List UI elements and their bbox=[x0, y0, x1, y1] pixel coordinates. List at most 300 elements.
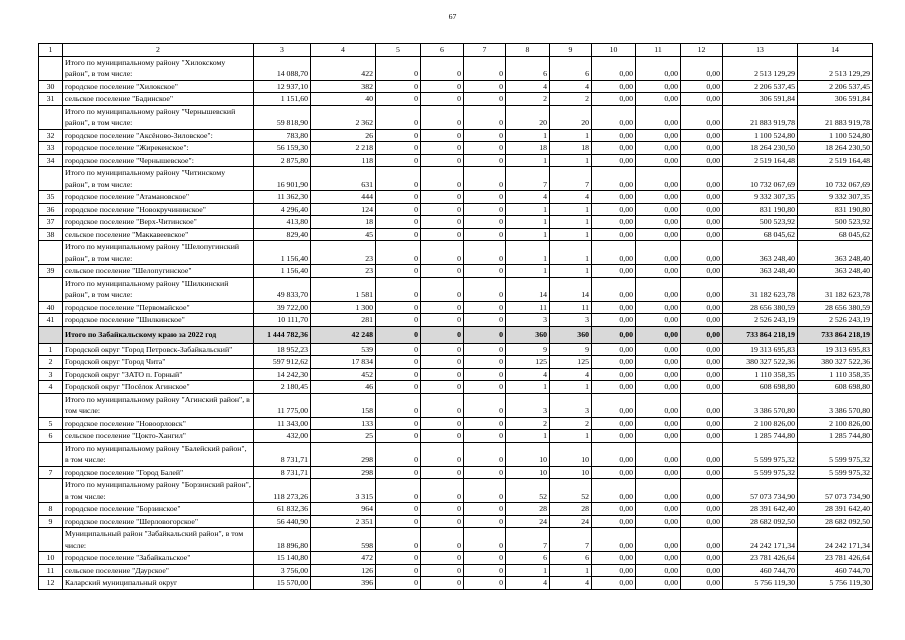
value-cell-col-11: 0,00 bbox=[636, 167, 681, 191]
value-cell-col-6: 0 bbox=[421, 479, 464, 503]
value-cell-col-7: 0 bbox=[464, 368, 506, 381]
value-cell-col-4: 598 bbox=[311, 528, 376, 552]
name-cell: Итого по муниципальному району "Читинскому район", в том числе: bbox=[63, 167, 254, 191]
value-cell-col-7: 0 bbox=[464, 56, 506, 80]
value-cell-col-14: 363 248,40 bbox=[798, 265, 873, 278]
value-cell-col-14: 1 100 524,80 bbox=[798, 129, 873, 142]
value-cell-col-14: 363 248,40 bbox=[798, 241, 873, 265]
value-cell-col-10: 0,00 bbox=[592, 56, 636, 80]
value-cell-col-10: 0,00 bbox=[592, 528, 636, 552]
value-cell-col-12: 0,00 bbox=[681, 80, 723, 93]
value-cell-col-3: 829,40 bbox=[254, 228, 311, 241]
value-cell-col-14: 306 591,84 bbox=[798, 93, 873, 106]
name-cell: Итого по муниципальному району "Борзинский район", в том числе: bbox=[63, 479, 254, 503]
value-cell-col-8: 10 bbox=[506, 442, 550, 466]
row-number-cell bbox=[39, 442, 63, 466]
value-cell-col-10: 0,00 bbox=[592, 80, 636, 93]
value-cell-col-10: 0,00 bbox=[592, 577, 636, 590]
table-row bbox=[39, 381, 873, 394]
value-cell-col-8: 1 bbox=[506, 129, 550, 142]
row-number-cell: 11 bbox=[39, 564, 63, 577]
table-row bbox=[39, 466, 873, 479]
table-row bbox=[39, 417, 873, 430]
value-cell-col-11: 0,00 bbox=[636, 154, 681, 167]
value-cell-col-12: 0,00 bbox=[681, 343, 723, 356]
value-cell-col-10: 0,00 bbox=[592, 154, 636, 167]
value-cell-col-7: 0 bbox=[464, 343, 506, 356]
value-cell-col-12: 0,00 bbox=[681, 228, 723, 241]
value-cell-col-9: 1 bbox=[550, 241, 592, 265]
row-number-cell bbox=[39, 326, 63, 343]
table-row bbox=[39, 442, 873, 466]
value-cell-col-11: 0,00 bbox=[636, 381, 681, 394]
value-cell-col-11: 0,00 bbox=[636, 577, 681, 590]
value-cell-col-10: 0,00 bbox=[592, 343, 636, 356]
value-cell-col-14: 3 386 570,80 bbox=[798, 393, 873, 417]
value-cell-col-5: 0 bbox=[376, 105, 421, 129]
value-cell-col-13: 31 182 623,78 bbox=[723, 277, 798, 301]
column-header: 4 bbox=[311, 44, 376, 57]
value-cell-col-9: 3 bbox=[550, 393, 592, 417]
value-cell-col-5: 0 bbox=[376, 368, 421, 381]
value-cell-col-3: 14 088,70 bbox=[254, 56, 311, 80]
value-cell-col-4: 45 bbox=[311, 228, 376, 241]
value-cell-col-3: 3 756,00 bbox=[254, 564, 311, 577]
value-cell-col-5: 0 bbox=[376, 241, 421, 265]
table-row bbox=[39, 167, 873, 191]
value-cell-col-8: 4 bbox=[506, 368, 550, 381]
value-cell-col-8: 4 bbox=[506, 577, 550, 590]
value-cell-col-13: 2 206 537,45 bbox=[723, 80, 798, 93]
value-cell-col-9: 7 bbox=[550, 528, 592, 552]
value-cell-col-6: 0 bbox=[421, 430, 464, 443]
value-cell-col-7: 0 bbox=[464, 277, 506, 301]
value-cell-col-13: 18 264 230,50 bbox=[723, 142, 798, 155]
value-cell-col-4: 42 248 bbox=[311, 326, 376, 343]
value-cell-col-7: 0 bbox=[464, 515, 506, 528]
table-row bbox=[39, 564, 873, 577]
table-row bbox=[39, 528, 873, 552]
value-cell-col-10: 0,00 bbox=[592, 503, 636, 516]
table-row bbox=[39, 216, 873, 229]
table-row bbox=[39, 515, 873, 528]
column-header: 9 bbox=[550, 44, 592, 57]
table-row bbox=[39, 80, 873, 93]
value-cell-col-10: 0,00 bbox=[592, 142, 636, 155]
value-cell-col-9: 1 bbox=[550, 381, 592, 394]
value-cell-col-11: 0,00 bbox=[636, 241, 681, 265]
value-cell-col-5: 0 bbox=[376, 56, 421, 80]
value-cell-col-14: 23 781 426,64 bbox=[798, 552, 873, 565]
value-cell-col-13: 831 190,80 bbox=[723, 203, 798, 216]
value-cell-col-5: 0 bbox=[376, 442, 421, 466]
value-cell-col-14: 500 523,92 bbox=[798, 216, 873, 229]
value-cell-col-3: 1 151,60 bbox=[254, 93, 311, 106]
value-cell-col-3: 2 875,80 bbox=[254, 154, 311, 167]
row-number-cell: 33 bbox=[39, 142, 63, 155]
value-cell-col-10: 0,00 bbox=[592, 564, 636, 577]
value-cell-col-6: 0 bbox=[421, 93, 464, 106]
column-header: 10 bbox=[592, 44, 636, 57]
column-header: 14 bbox=[798, 44, 873, 57]
row-number-cell bbox=[39, 105, 63, 129]
row-number-cell: 40 bbox=[39, 301, 63, 314]
value-cell-col-8: 10 bbox=[506, 466, 550, 479]
value-cell-col-14: 1 285 744,80 bbox=[798, 430, 873, 443]
value-cell-col-6: 0 bbox=[421, 265, 464, 278]
table-body bbox=[39, 56, 873, 589]
value-cell-col-12: 0,00 bbox=[681, 503, 723, 516]
value-cell-col-4: 444 bbox=[311, 191, 376, 204]
value-cell-col-8: 52 bbox=[506, 479, 550, 503]
value-cell-col-8: 24 bbox=[506, 515, 550, 528]
table-row bbox=[39, 228, 873, 241]
value-cell-col-3: 16 901,90 bbox=[254, 167, 311, 191]
column-header: 7 bbox=[464, 44, 506, 57]
row-number-cell: 38 bbox=[39, 228, 63, 241]
value-cell-col-7: 0 bbox=[464, 564, 506, 577]
value-cell-col-8: 1 bbox=[506, 265, 550, 278]
data-table bbox=[38, 43, 873, 590]
value-cell-col-8: 1 bbox=[506, 154, 550, 167]
value-cell-col-7: 0 bbox=[464, 381, 506, 394]
table-row bbox=[39, 154, 873, 167]
value-cell-col-11: 0,00 bbox=[636, 417, 681, 430]
value-cell-col-8: 4 bbox=[506, 80, 550, 93]
value-cell-col-7: 0 bbox=[464, 442, 506, 466]
name-cell: городское поселение "Новокручининское" bbox=[63, 203, 254, 216]
value-cell-col-4: 40 bbox=[311, 93, 376, 106]
row-number-cell: 7 bbox=[39, 466, 63, 479]
value-cell-col-8: 1 bbox=[506, 564, 550, 577]
value-cell-col-13: 23 781 426,64 bbox=[723, 552, 798, 565]
value-cell-col-12: 0,00 bbox=[681, 528, 723, 552]
value-cell-col-6: 0 bbox=[421, 368, 464, 381]
value-cell-col-5: 0 bbox=[376, 430, 421, 443]
value-cell-col-5: 0 bbox=[376, 577, 421, 590]
row-number-cell: 10 bbox=[39, 552, 63, 565]
value-cell-col-12: 0,00 bbox=[681, 105, 723, 129]
value-cell-col-9: 14 bbox=[550, 277, 592, 301]
value-cell-col-12: 0,00 bbox=[681, 442, 723, 466]
value-cell-col-14: 57 073 734,90 bbox=[798, 479, 873, 503]
value-cell-col-10: 0,00 bbox=[592, 368, 636, 381]
value-cell-col-9: 6 bbox=[550, 56, 592, 80]
value-cell-col-7: 0 bbox=[464, 228, 506, 241]
value-cell-col-9: 6 bbox=[550, 552, 592, 565]
name-cell: Городской округ "Город Чита" bbox=[63, 356, 254, 369]
value-cell-col-11: 0,00 bbox=[636, 564, 681, 577]
value-cell-col-5: 0 bbox=[376, 393, 421, 417]
value-cell-col-5: 0 bbox=[376, 356, 421, 369]
value-cell-col-8: 125 bbox=[506, 356, 550, 369]
value-cell-col-12: 0,00 bbox=[681, 326, 723, 343]
value-cell-col-5: 0 bbox=[376, 228, 421, 241]
value-cell-col-12: 0,00 bbox=[681, 56, 723, 80]
value-cell-col-10: 0,00 bbox=[592, 277, 636, 301]
value-cell-col-9: 9 bbox=[550, 343, 592, 356]
value-cell-col-6: 0 bbox=[421, 528, 464, 552]
value-cell-col-10: 0,00 bbox=[592, 393, 636, 417]
value-cell-col-10: 0,00 bbox=[592, 93, 636, 106]
value-cell-col-11: 0,00 bbox=[636, 56, 681, 80]
value-cell-col-8: 6 bbox=[506, 552, 550, 565]
value-cell-col-14: 2 206 537,45 bbox=[798, 80, 873, 93]
value-cell-col-12: 0,00 bbox=[681, 356, 723, 369]
value-cell-col-3: 12 937,10 bbox=[254, 80, 311, 93]
value-cell-col-14: 380 327 522,36 bbox=[798, 356, 873, 369]
value-cell-col-10: 0,00 bbox=[592, 241, 636, 265]
value-cell-col-13: 306 591,84 bbox=[723, 93, 798, 106]
value-cell-col-13: 2 513 129,29 bbox=[723, 56, 798, 80]
name-cell: городское поселение "Чернышевское": bbox=[63, 154, 254, 167]
value-cell-col-6: 0 bbox=[421, 417, 464, 430]
value-cell-col-5: 0 bbox=[376, 216, 421, 229]
value-cell-col-9: 10 bbox=[550, 442, 592, 466]
value-cell-col-7: 0 bbox=[464, 577, 506, 590]
value-cell-col-4: 382 bbox=[311, 80, 376, 93]
table-row bbox=[39, 191, 873, 204]
value-cell-col-4: 126 bbox=[311, 564, 376, 577]
name-cell: городское поселение "Жирекенское": bbox=[63, 142, 254, 155]
value-cell-col-8: 3 bbox=[506, 314, 550, 327]
value-cell-col-3: 8 731,71 bbox=[254, 466, 311, 479]
value-cell-col-12: 0,00 bbox=[681, 265, 723, 278]
value-cell-col-11: 0,00 bbox=[636, 277, 681, 301]
value-cell-col-6: 0 bbox=[421, 129, 464, 142]
value-cell-col-11: 0,00 bbox=[636, 326, 681, 343]
value-cell-col-5: 0 bbox=[376, 528, 421, 552]
row-number-cell: 34 bbox=[39, 154, 63, 167]
value-cell-col-4: 124 bbox=[311, 203, 376, 216]
row-number-cell bbox=[39, 528, 63, 552]
value-cell-col-9: 125 bbox=[550, 356, 592, 369]
value-cell-col-5: 0 bbox=[376, 564, 421, 577]
value-cell-col-4: 23 bbox=[311, 265, 376, 278]
value-cell-col-4: 539 bbox=[311, 343, 376, 356]
value-cell-col-14: 2 100 826,00 bbox=[798, 417, 873, 430]
name-cell: Итого по муниципальному району "Шилкинский район", в том числе: bbox=[63, 277, 254, 301]
value-cell-col-9: 1 bbox=[550, 265, 592, 278]
name-cell: городское поселение "Атамановское" bbox=[63, 191, 254, 204]
value-cell-col-4: 2 218 bbox=[311, 142, 376, 155]
table-row bbox=[39, 105, 873, 129]
value-cell-col-13: 28 656 380,59 bbox=[723, 301, 798, 314]
value-cell-col-9: 4 bbox=[550, 80, 592, 93]
value-cell-col-11: 0,00 bbox=[636, 301, 681, 314]
value-cell-col-3: 783,80 bbox=[254, 129, 311, 142]
value-cell-col-10: 0,00 bbox=[592, 314, 636, 327]
value-cell-col-5: 0 bbox=[376, 515, 421, 528]
value-cell-col-12: 0,00 bbox=[681, 301, 723, 314]
value-cell-col-6: 0 bbox=[421, 142, 464, 155]
table-head bbox=[39, 44, 873, 57]
value-cell-col-13: 9 332 307,35 bbox=[723, 191, 798, 204]
value-cell-col-5: 0 bbox=[376, 314, 421, 327]
value-cell-col-3: 1 156,40 bbox=[254, 241, 311, 265]
value-cell-col-12: 0,00 bbox=[681, 381, 723, 394]
value-cell-col-9: 360 bbox=[550, 326, 592, 343]
value-cell-col-4: 631 bbox=[311, 167, 376, 191]
value-cell-col-9: 20 bbox=[550, 105, 592, 129]
value-cell-col-3: 15 140,80 bbox=[254, 552, 311, 565]
value-cell-col-7: 0 bbox=[464, 393, 506, 417]
value-cell-col-13: 10 732 067,69 bbox=[723, 167, 798, 191]
table-row bbox=[39, 203, 873, 216]
value-cell-col-3: 2 180,45 bbox=[254, 381, 311, 394]
value-cell-col-8: 1 bbox=[506, 381, 550, 394]
value-cell-col-10: 0,00 bbox=[592, 356, 636, 369]
value-cell-col-7: 0 bbox=[464, 167, 506, 191]
value-cell-col-8: 18 bbox=[506, 142, 550, 155]
value-cell-col-12: 0,00 bbox=[681, 129, 723, 142]
value-cell-col-11: 0,00 bbox=[636, 129, 681, 142]
value-cell-col-8: 6 bbox=[506, 56, 550, 80]
value-cell-col-7: 0 bbox=[464, 552, 506, 565]
value-cell-col-6: 0 bbox=[421, 564, 464, 577]
value-cell-col-13: 608 698,80 bbox=[723, 381, 798, 394]
value-cell-col-5: 0 bbox=[376, 142, 421, 155]
value-cell-col-10: 0,00 bbox=[592, 228, 636, 241]
value-cell-col-12: 0,00 bbox=[681, 167, 723, 191]
value-cell-col-5: 0 bbox=[376, 381, 421, 394]
table-row bbox=[39, 503, 873, 516]
value-cell-col-13: 24 242 171,34 bbox=[723, 528, 798, 552]
value-cell-col-7: 0 bbox=[464, 265, 506, 278]
value-cell-col-9: 52 bbox=[550, 479, 592, 503]
value-cell-col-14: 31 182 623,78 bbox=[798, 277, 873, 301]
value-cell-col-11: 0,00 bbox=[636, 142, 681, 155]
value-cell-col-9: 1 bbox=[550, 154, 592, 167]
name-cell: городское поселение "Новоорловск" bbox=[63, 417, 254, 430]
value-cell-col-6: 0 bbox=[421, 442, 464, 466]
value-cell-col-13: 733 864 218,19 bbox=[723, 326, 798, 343]
value-cell-col-4: 298 bbox=[311, 442, 376, 466]
value-cell-col-4: 2 362 bbox=[311, 105, 376, 129]
name-cell: городское поселение "Борзинское" bbox=[63, 503, 254, 516]
value-cell-col-10: 0,00 bbox=[592, 191, 636, 204]
name-cell: сельское поселение "Даурское" bbox=[63, 564, 254, 577]
row-number-cell: 9 bbox=[39, 515, 63, 528]
value-cell-col-3: 1 156,40 bbox=[254, 265, 311, 278]
value-cell-col-4: 964 bbox=[311, 503, 376, 516]
value-cell-col-14: 2 513 129,29 bbox=[798, 56, 873, 80]
value-cell-col-6: 0 bbox=[421, 356, 464, 369]
value-cell-col-3: 11 775,00 bbox=[254, 393, 311, 417]
value-cell-col-6: 0 bbox=[421, 326, 464, 343]
value-cell-col-12: 0,00 bbox=[681, 466, 723, 479]
column-number-row bbox=[39, 44, 873, 57]
value-cell-col-13: 5 599 975,32 bbox=[723, 442, 798, 466]
value-cell-col-10: 0,00 bbox=[592, 430, 636, 443]
table-row bbox=[39, 368, 873, 381]
value-cell-col-13: 380 327 522,36 bbox=[723, 356, 798, 369]
value-cell-col-3: 14 242,30 bbox=[254, 368, 311, 381]
table-row bbox=[39, 356, 873, 369]
value-cell-col-13: 57 073 734,90 bbox=[723, 479, 798, 503]
value-cell-col-11: 0,00 bbox=[636, 228, 681, 241]
value-cell-col-7: 0 bbox=[464, 93, 506, 106]
value-cell-col-10: 0,00 bbox=[592, 167, 636, 191]
value-cell-col-12: 0,00 bbox=[681, 216, 723, 229]
value-cell-col-6: 0 bbox=[421, 167, 464, 191]
row-number-cell: 32 bbox=[39, 129, 63, 142]
value-cell-col-13: 1 110 358,35 bbox=[723, 368, 798, 381]
value-cell-col-11: 0,00 bbox=[636, 393, 681, 417]
table-row bbox=[39, 393, 873, 417]
value-cell-col-14: 1 110 358,35 bbox=[798, 368, 873, 381]
value-cell-col-11: 0,00 bbox=[636, 191, 681, 204]
value-cell-col-9: 7 bbox=[550, 167, 592, 191]
name-cell: городское поселение "Первомайское" bbox=[63, 301, 254, 314]
value-cell-col-13: 1 285 744,80 bbox=[723, 430, 798, 443]
value-cell-col-10: 0,00 bbox=[592, 105, 636, 129]
value-cell-col-7: 0 bbox=[464, 326, 506, 343]
name-cell: Городской округ "ЗАТО п. Горный" bbox=[63, 368, 254, 381]
value-cell-col-6: 0 bbox=[421, 381, 464, 394]
value-cell-col-10: 0,00 bbox=[592, 466, 636, 479]
row-number-cell: 35 bbox=[39, 191, 63, 204]
value-cell-col-6: 0 bbox=[421, 515, 464, 528]
value-cell-col-7: 0 bbox=[464, 203, 506, 216]
value-cell-col-12: 0,00 bbox=[681, 93, 723, 106]
value-cell-col-3: 49 833,70 bbox=[254, 277, 311, 301]
value-cell-col-10: 0,00 bbox=[592, 552, 636, 565]
table-row bbox=[39, 129, 873, 142]
value-cell-col-11: 0,00 bbox=[636, 515, 681, 528]
value-cell-col-10: 0,00 bbox=[592, 301, 636, 314]
table-row bbox=[39, 430, 873, 443]
value-cell-col-13: 2 526 243,19 bbox=[723, 314, 798, 327]
value-cell-col-8: 4 bbox=[506, 191, 550, 204]
value-cell-col-13: 28 682 092,50 bbox=[723, 515, 798, 528]
value-cell-col-5: 0 bbox=[376, 203, 421, 216]
value-cell-col-4: 1 581 bbox=[311, 277, 376, 301]
value-cell-col-14: 460 744,70 bbox=[798, 564, 873, 577]
value-cell-col-4: 396 bbox=[311, 577, 376, 590]
row-number-cell: 30 bbox=[39, 80, 63, 93]
value-cell-col-11: 0,00 bbox=[636, 343, 681, 356]
value-cell-col-8: 1 bbox=[506, 228, 550, 241]
value-cell-col-7: 0 bbox=[464, 301, 506, 314]
name-cell: Итого по муниципальному району "Чернышевский район", в том числе: bbox=[63, 105, 254, 129]
row-number-cell: 37 bbox=[39, 216, 63, 229]
value-cell-col-4: 23 bbox=[311, 241, 376, 265]
name-cell: Итого по муниципальному району "Балейский район", в том числе: bbox=[63, 442, 254, 466]
table-row bbox=[39, 314, 873, 327]
value-cell-col-10: 0,00 bbox=[592, 479, 636, 503]
name-cell: Итого по Забайкальскому краю за 2022 год bbox=[63, 326, 254, 343]
value-cell-col-6: 0 bbox=[421, 191, 464, 204]
value-cell-col-11: 0,00 bbox=[636, 442, 681, 466]
value-cell-col-13: 68 045,62 bbox=[723, 228, 798, 241]
name-cell: Каларский муниципальный округ bbox=[63, 577, 254, 590]
value-cell-col-5: 0 bbox=[376, 154, 421, 167]
value-cell-col-4: 26 bbox=[311, 129, 376, 142]
value-cell-col-9: 4 bbox=[550, 577, 592, 590]
value-cell-col-14: 5 599 975,32 bbox=[798, 466, 873, 479]
value-cell-col-9: 28 bbox=[550, 503, 592, 516]
value-cell-col-7: 0 bbox=[464, 142, 506, 155]
value-cell-col-12: 0,00 bbox=[681, 203, 723, 216]
value-cell-col-14: 21 883 919,78 bbox=[798, 105, 873, 129]
value-cell-col-8: 1 bbox=[506, 430, 550, 443]
name-cell: Итого по муниципальному району "Агинский район", в том числе: bbox=[63, 393, 254, 417]
column-header: 3 bbox=[254, 44, 311, 57]
value-cell-col-10: 0,00 bbox=[592, 515, 636, 528]
value-cell-col-8: 360 bbox=[506, 326, 550, 343]
table-row bbox=[39, 552, 873, 565]
